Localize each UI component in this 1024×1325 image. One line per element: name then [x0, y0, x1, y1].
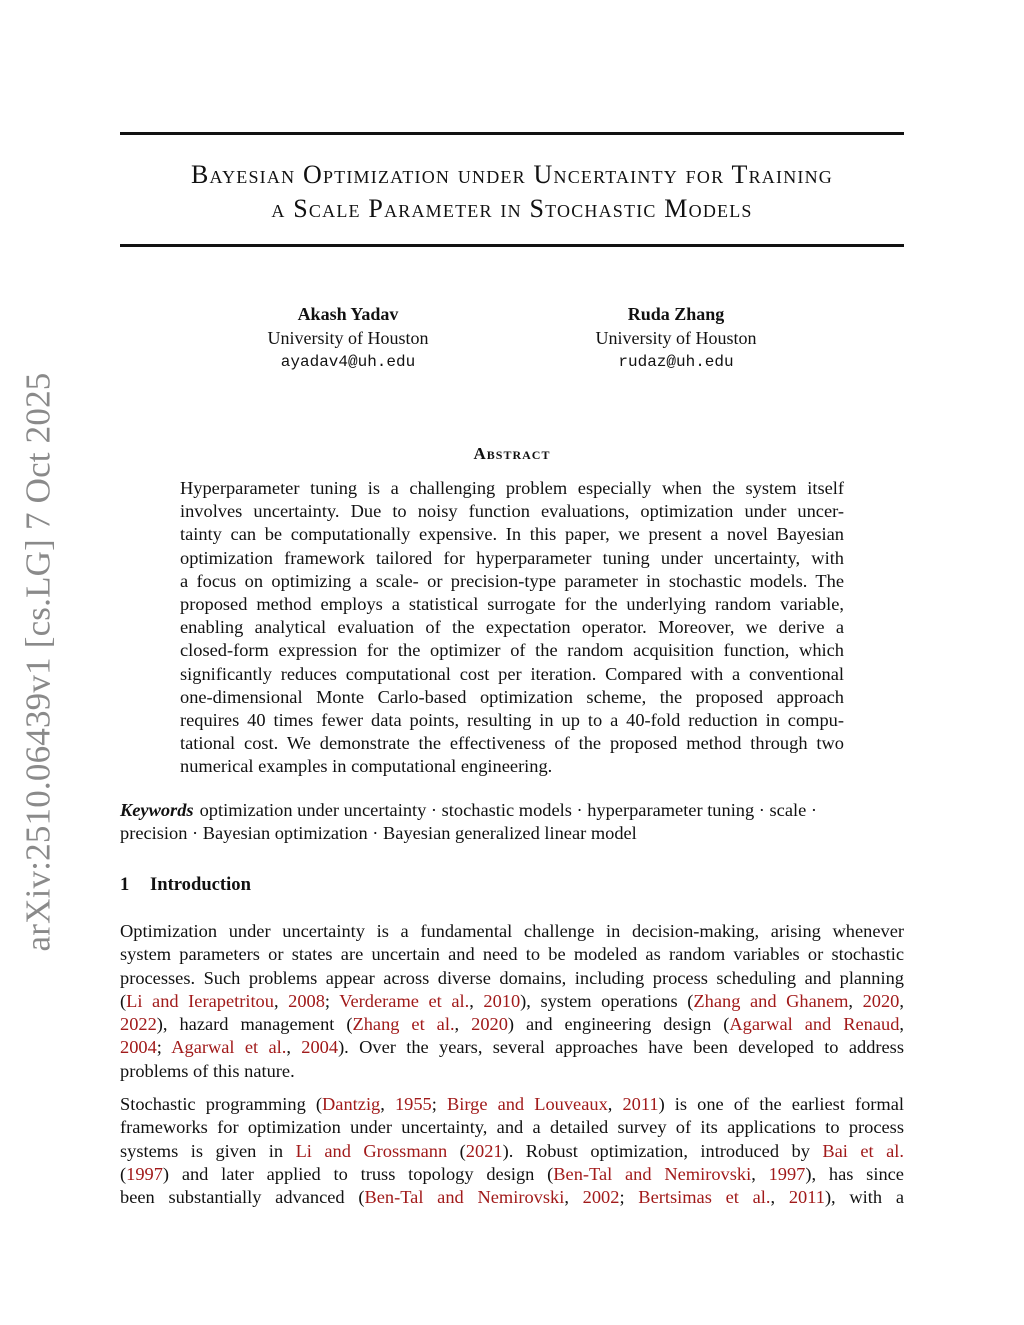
paragraph-line: processes. Such problems appear across diverse domains, including process scheduling and planning [120, 967, 904, 988]
text-run: ; [619, 1187, 639, 1208]
text-run: ), hazard management ( [156, 1014, 353, 1035]
text-run: ), has since [805, 1163, 904, 1184]
abstract-line: optimization framework tailored for hyperparameter tuning under uncertainty, with [180, 547, 844, 568]
paragraph-line: frameworks for optimization under uncertainty, and a detailed survey of its applications to process [120, 1117, 904, 1138]
citation-link[interactable]: Ben-Tal and Nemirovski [364, 1187, 565, 1208]
abstract-heading: Abstract [473, 444, 551, 463]
abstract-line: closed-form expression for the optimizer of the random acquisition function, which [180, 640, 844, 661]
abstract-line: requires 40 times fewer data points, resulting in up to a 40-fold reduction in compu- [180, 710, 844, 731]
citation-link[interactable]: 2020 [862, 990, 900, 1011]
paragraph-line [120, 990, 904, 1013]
arxiv-side-stamp [14, 372, 62, 952]
text-run: , [899, 990, 904, 1011]
paragraph-line: system parameters or states are uncertain and need to be modeled as random variables or stochastic [120, 944, 904, 965]
paragraph-1 [120, 920, 904, 1083]
keywords-label: Keywords [120, 800, 194, 820]
paragraph-line: Optimization under uncertainty is a fundamental challenge in decision-making, arising whenever [120, 921, 904, 941]
text-run: , [273, 990, 289, 1011]
text-run: ). Robust optimization, introduced by [502, 1140, 823, 1161]
arxiv-identifier: arXiv:2510.06439v1 [cs.LG] 7 Oct 2025 [18, 372, 58, 952]
citation-link[interactable]: 2002 [582, 1187, 620, 1208]
citation-link[interactable]: 2011 [622, 1094, 659, 1114]
citation-link[interactable]: 1997 [768, 1163, 806, 1184]
text-run: , [380, 1094, 395, 1114]
text-run: ) is one of the earliest formal [658, 1094, 905, 1114]
abstract-line: proposed method employs a statistical surrogate for the underlying random variable, [180, 594, 844, 615]
text-run: Stochastic programming ( [120, 1094, 323, 1114]
abstract-line: one-dimensional Monte Carlo-based optimization scheme, the proposed approach [180, 686, 844, 707]
author-email[interactable]: ayadav4@uh.edu [280, 353, 416, 371]
citation-link[interactable]: Agarwal et al. [171, 1037, 287, 1058]
text-run: systems is given in [120, 1140, 296, 1161]
section-number: 1 [120, 874, 130, 895]
paragraph-line [120, 1013, 904, 1036]
title-line-2: a Scale Parameter in Stochastic Models [271, 194, 753, 223]
citation-link[interactable]: Agarwal and Renaud [729, 1014, 900, 1035]
section-heading [120, 874, 251, 896]
author-affiliation: University of Houston [595, 328, 757, 348]
citation-link[interactable]: 2011 [788, 1187, 825, 1208]
citation-link[interactable]: Zhang and Ghanem [693, 990, 849, 1011]
text-run: ) and later applied to truss topology design ( [162, 1163, 554, 1184]
text-run: , [770, 1187, 789, 1208]
citation-link[interactable]: 1955 [394, 1094, 432, 1114]
text-run: , [454, 1014, 472, 1035]
citation-link[interactable]: Ben-Tal and Nemirovski [553, 1163, 752, 1184]
text-run: , [848, 990, 863, 1011]
text-run: , [607, 1094, 623, 1114]
section-title: Introduction [150, 874, 251, 895]
author-email[interactable]: rudaz@uh.edu [618, 353, 734, 371]
citation-link[interactable]: 2021 [465, 1140, 503, 1161]
paragraph-line [120, 1140, 904, 1163]
citation-link[interactable]: Verderame et al. [339, 990, 470, 1011]
paragraph-line [120, 1093, 904, 1116]
abstract-line: tainty can be computationally expensive. In this paper, we present a novel Bayesian [180, 524, 844, 545]
citation-link[interactable]: 2004 [301, 1037, 339, 1058]
title-bottom-rule [120, 244, 904, 247]
keywords [120, 799, 904, 846]
title-top-rule [120, 132, 904, 135]
paper-title [120, 158, 904, 226]
paragraph-line: problems of this nature. [120, 1060, 295, 1081]
text-run: been substantially advanced ( [120, 1187, 365, 1208]
author-block-1 [198, 302, 498, 374]
citation-link[interactable]: Li and Grossmann [295, 1140, 448, 1161]
citation-link[interactable]: Bertsimas et al. [638, 1187, 771, 1208]
author-name: Akash Yadav [297, 304, 399, 324]
citation-link[interactable]: Bai et al. [822, 1140, 904, 1161]
text-run: ( [447, 1140, 466, 1161]
keywords-text-1: optimization under uncertainty · stochastic models · hyperparameter tuning · scale · [199, 800, 817, 820]
abstract-line: tational cost. We demonstrate the effectiveness of the proposed method through two [180, 733, 844, 754]
citation-link[interactable]: Dantzig [322, 1094, 381, 1114]
abstract-line: a focus on optimizing a scale- or precision-type parameter in stochastic models. The [180, 570, 844, 591]
abstract-line: numerical examples in computational engineering. [180, 756, 553, 777]
citation-link[interactable]: Li and Ierapetritou [126, 990, 274, 1011]
abstract-line: Hyperparameter tuning is a challenging problem especially when the system itself [180, 478, 844, 498]
abstract-line: significantly reduces computational cost per iteration. Compared with a conventional [180, 663, 844, 684]
paragraph-line [120, 1163, 904, 1186]
paragraph-2 [120, 1093, 904, 1209]
text-run: ), with a [824, 1187, 904, 1208]
title-line-1: Bayesian Optimization under Uncertainty for Training [190, 160, 833, 189]
text-run: ) and engineering design ( [507, 1014, 730, 1035]
citation-link[interactable]: 2010 [483, 990, 521, 1011]
text-run: ( [120, 990, 127, 1011]
author-block-2 [526, 302, 826, 374]
citation-link[interactable]: 2022 [120, 1014, 157, 1035]
citation-link[interactable]: Birge and Louveaux [446, 1094, 608, 1114]
text-run: , [899, 1014, 904, 1035]
text-run: ), system operations ( [520, 990, 694, 1011]
text-run: , [564, 1187, 583, 1208]
citation-link[interactable]: 2008 [288, 990, 325, 1011]
abstract-line: enabling analytical evaluation of the expectation operator. Moreover, we derive a [180, 617, 844, 638]
author-affiliation: University of Houston [267, 328, 429, 348]
abstract-body [180, 477, 844, 779]
text-run: , [286, 1037, 302, 1058]
abstract-line: involves uncertainty. Due to noisy function evaluations, optimization under uncer- [180, 501, 844, 522]
citation-link[interactable]: Zhang et al. [352, 1014, 455, 1035]
paragraph-line [120, 1036, 904, 1059]
text-run: , [751, 1163, 769, 1184]
text-run: ). Over the years, several approaches have been developed to address [338, 1037, 904, 1058]
citation-link[interactable]: 2020 [471, 1014, 508, 1035]
paragraph-line [120, 1186, 904, 1209]
text-run: ; [431, 1094, 447, 1114]
text-run: ( [120, 1163, 127, 1184]
keywords-line-2: precision · Bayesian optimization · Bayesian generalized linear model [120, 823, 637, 844]
citation-link[interactable]: 2004 [120, 1037, 157, 1058]
citation-link[interactable]: 1997 [126, 1163, 163, 1184]
text-run: ; [324, 990, 340, 1011]
text-run: , [469, 990, 484, 1011]
author-name: Ruda Zhang [627, 304, 725, 324]
keywords-line-1 [120, 799, 904, 822]
text-run: ; [156, 1037, 172, 1058]
